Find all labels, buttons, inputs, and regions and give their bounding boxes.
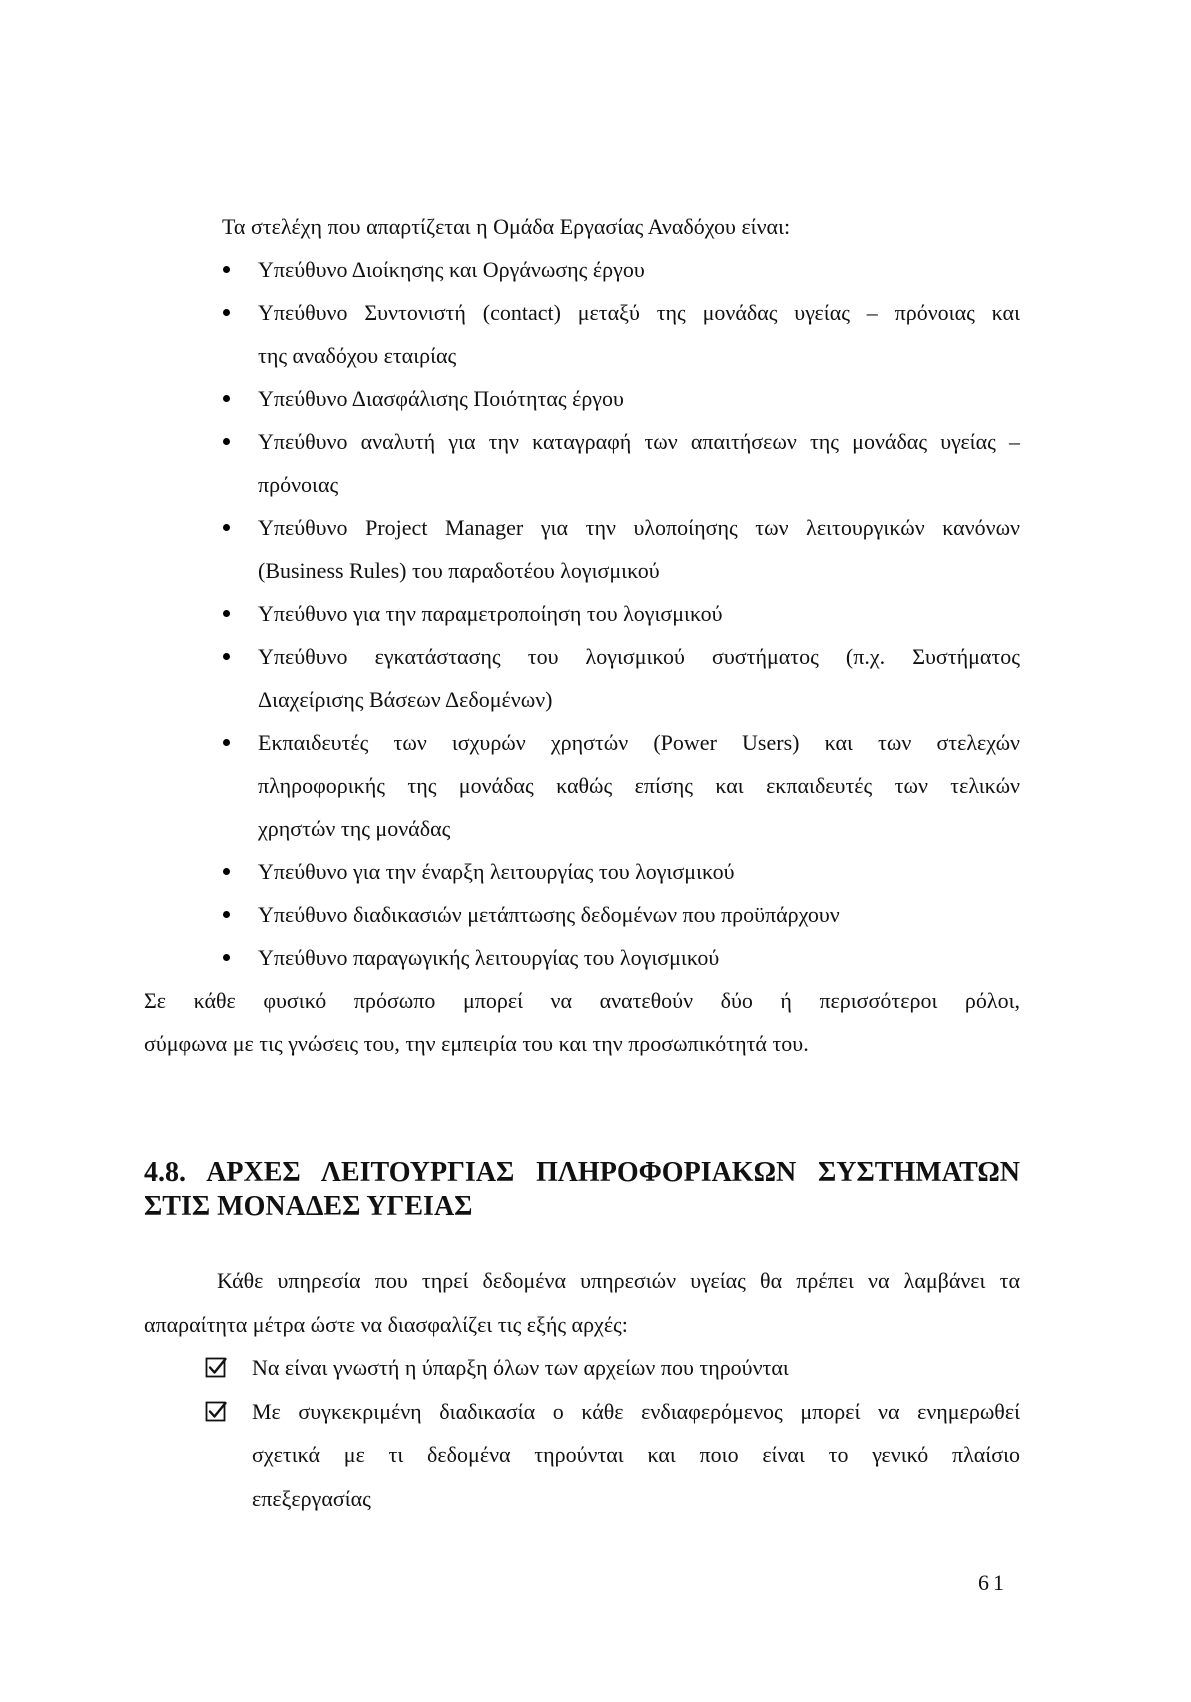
bullet-icon	[223, 438, 230, 445]
role-item	[0, 377, 1020, 420]
role-item	[0, 291, 1020, 377]
paragraph-line: σύμφωνα με τις γνώσεις του, την εμπειρία του και την προσωπικότητά του.	[144, 1030, 809, 1056]
staff-section	[0, 205, 1020, 1065]
section-intro-paragraph	[0, 1259, 1020, 1346]
role-line: Εκπαιδευτές των ισχυρών χρηστών (Power Users) και των στελεχών	[258, 729, 1020, 755]
role-line: Υπεύθυνο διαδικασιών μετάπτωσης δεδομένων που προϋπάρχουν	[258, 901, 840, 927]
role-item	[0, 893, 1020, 936]
role-line: Υπεύθυνο Διοίκησης και Οργάνωσης έργου	[258, 256, 645, 282]
role-line: πρόνοιας	[258, 471, 339, 497]
role-item	[0, 420, 1020, 506]
role-line: Υπεύθυνο Συντονιστή (contact) μεταξύ της μονάδας υγείας – πρόνοιας και	[258, 299, 1020, 325]
bullet-icon	[223, 309, 230, 316]
bullet-icon	[223, 610, 230, 617]
bullet-icon	[223, 911, 230, 918]
heading-line: 4.8. ΑΡΧΕΣ ΛΕΙΤΟΥΡΓΙΑΣ ΠΛΗΡΟΦΟΡΙΑΚΩΝ ΣΥΣΤΗΜΑΤΩΝ	[144, 1157, 1020, 1188]
role-line: (Business Rules) του παραδοτέου λογισμικού	[258, 557, 660, 583]
principle-item	[0, 1346, 1020, 1390]
principles-section	[0, 1259, 1020, 1520]
bullet-icon	[223, 266, 230, 273]
role-line: Υπεύθυνο για την έναρξη λειτουργίας του λογισμικού	[258, 858, 735, 884]
role-line: Υπεύθυνο για την παραμετροποίηση του λογισμικού	[258, 600, 723, 626]
role-item	[0, 635, 1020, 721]
role-line: χρηστών της μονάδας	[258, 815, 451, 841]
role-line: Υπεύθυνο εγκατάστασης του λογισμικού συστήματος (π.χ. Συστήματος	[258, 643, 1020, 669]
role-line: Υπεύθυνο παραγωγικής λειτουργίας του λογισμικού	[258, 944, 720, 970]
role-item	[0, 936, 1020, 979]
paragraph-line: απαραίτητα μέτρα ώστε να διασφαλίζει τις εξής αρχές:	[144, 1311, 628, 1337]
bullet-icon	[223, 395, 230, 402]
bullet-icon	[223, 524, 230, 531]
section-heading	[144, 1156, 1020, 1224]
role-line: Διαχείρισης Βάσεων Δεδομένων)	[258, 686, 553, 712]
checked-box-icon	[205, 1356, 228, 1379]
principle-line: σχετικά με τι δεδομένα τηρούνται και ποιο είναι το γενικό πλαίσιο	[252, 1442, 1020, 1468]
checked-box-icon	[205, 1400, 228, 1423]
page-number: 61	[978, 1570, 1008, 1595]
heading-line: ΣΤΙΣ ΜΟΝΑΔΕΣ ΥΓΕΙΑΣ	[144, 1191, 473, 1222]
role-item	[0, 592, 1020, 635]
paragraph-line: Κάθε υπηρεσία που τηρεί δεδομένα υπηρεσιών υγείας θα πρέπει να λαμβάνει τα	[217, 1268, 1020, 1294]
principle-line: Να είναι γνωστή η ύπαρξη όλων των αρχείων που τηρούνται	[252, 1355, 789, 1381]
bullet-icon	[223, 868, 230, 875]
principle-line: επεξεργασίας	[252, 1485, 371, 1511]
role-line: Υπεύθυνο αναλυτή για την καταγραφή των απαιτήσεων της μονάδας υγείας –	[258, 428, 1020, 454]
role-line: Υπεύθυνο Project Manager για την υλοποίησης των λειτουργικών κανόνων	[258, 514, 1020, 540]
bullet-icon	[223, 739, 230, 746]
paragraph-line: Σε κάθε φυσικό πρόσωπο μπορεί να ανατεθούν δύο ή περισσότεροι ρόλοι,	[144, 987, 1020, 1013]
staff-intro: Τα στελέχη που απαρτίζεται η Ομάδα Εργασίας Αναδόχου είναι:	[222, 213, 791, 239]
role-line: της αναδόχου εταιρίας	[258, 342, 457, 368]
role-item	[0, 248, 1020, 291]
principle-line: Με συγκεκριμένη διαδικασία ο κάθε ενδιαφερόμενος μπορεί να ενημερωθεί	[252, 1398, 1020, 1424]
bullet-icon	[223, 653, 230, 660]
roles-note-paragraph	[0, 979, 1020, 1065]
bullet-icon	[223, 954, 230, 961]
role-item	[0, 850, 1020, 893]
principle-item	[0, 1390, 1020, 1521]
role-item	[0, 721, 1020, 850]
role-line: Υπεύθυνο Διασφάλισης Ποιότητας έργου	[258, 385, 624, 411]
role-line: πληροφορικής της μονάδας καθώς επίσης και εκπαιδευτές των τελικών	[258, 772, 1020, 798]
role-item	[0, 506, 1020, 592]
